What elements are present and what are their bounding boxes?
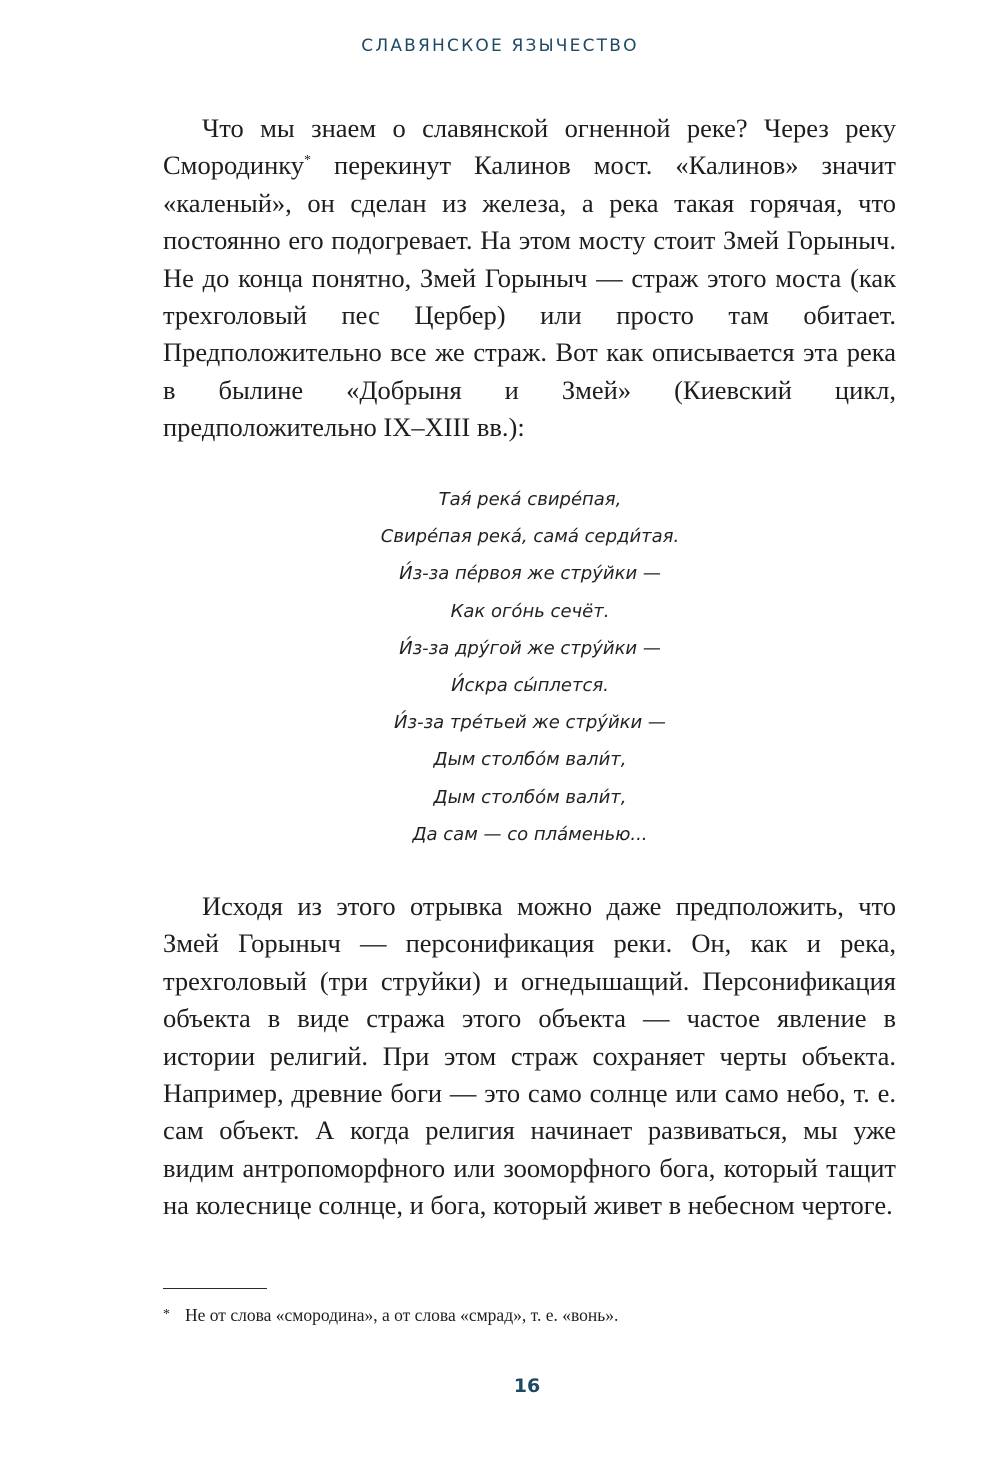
- footnote: [163, 1303, 896, 1327]
- poem-line: И́скра сы́плется.: [451, 675, 609, 697]
- poem-line: Тая́ река́ свире́пая,: [438, 489, 622, 510]
- paragraph-1: [163, 110, 896, 447]
- footnote-mark: *: [163, 1307, 170, 1322]
- page-number: 16: [513, 1375, 541, 1397]
- paragraph-1-text-start: Что мы знаем о славянской огненной реке? Через реку Смородинку: [163, 113, 896, 181]
- running-head: СЛАВЯНСКОЕ ЯЗЫЧЕСТВО: [361, 36, 639, 56]
- poem-line: Дым столбо́м вали́т,: [433, 749, 627, 771]
- poem-line: Свире́пая река́, сама́ серди́тая.: [380, 526, 680, 548]
- footnote-divider: [163, 1288, 267, 1289]
- bylina-quote: [230, 481, 830, 853]
- footnote-text: Не от слова «смородина», а от слова «смрад», т. е. «вонь».: [185, 1305, 619, 1325]
- poem-line: Дым столбо́м вали́т,: [433, 786, 627, 808]
- poem-line: Как ого́нь сечёт.: [450, 600, 610, 622]
- footnote-reference-mark: *: [304, 153, 312, 169]
- poem-line: И́з-за пе́рвоя же стру́йки —: [399, 563, 661, 585]
- poem-line: И́з-за тре́тьей же стру́йки —: [394, 712, 666, 734]
- poem-line: Да сам — со пла́менью...: [412, 823, 648, 845]
- paragraph-1-text-end: перекинут Калинов мост. «Калинов» значит «каленый», он сделан из железа, а река такая горячая, что постоянно его подогревает. На этом мосту стоит Змей Горыныч. Не до конца понятно, Змей Горыныч — страж этого моста (как трехголовый пес Цербер) или просто там обитает. Предположительно все же страж. Вот как описывается эта река в былине «Добрыня и Змей» (Киевский цикл, предположительно IX–XIII вв.):: [163, 150, 896, 443]
- poem-line: И́з-за дру́гой же стру́йки —: [399, 637, 661, 659]
- paragraph-2: Исходя из этого отрывка можно даже предположить, что Змей Горыныч — персонификация реки. Он, как и река, трехголовый (три струйки) и огнедышащий. Персонификация объекта в виде стража этого объекта — частое явление в истории религий. При этом страж сохраняет черты объекта. Например, древние боги — это само солнце или само небо, т. е. сам объект. А когда религия начинает развиваться, мы уже видим антропоморфного или зооморфного бога, который тащит на колеснице солнце, и бога, который живет в небесном чертоге.: [163, 891, 896, 1221]
